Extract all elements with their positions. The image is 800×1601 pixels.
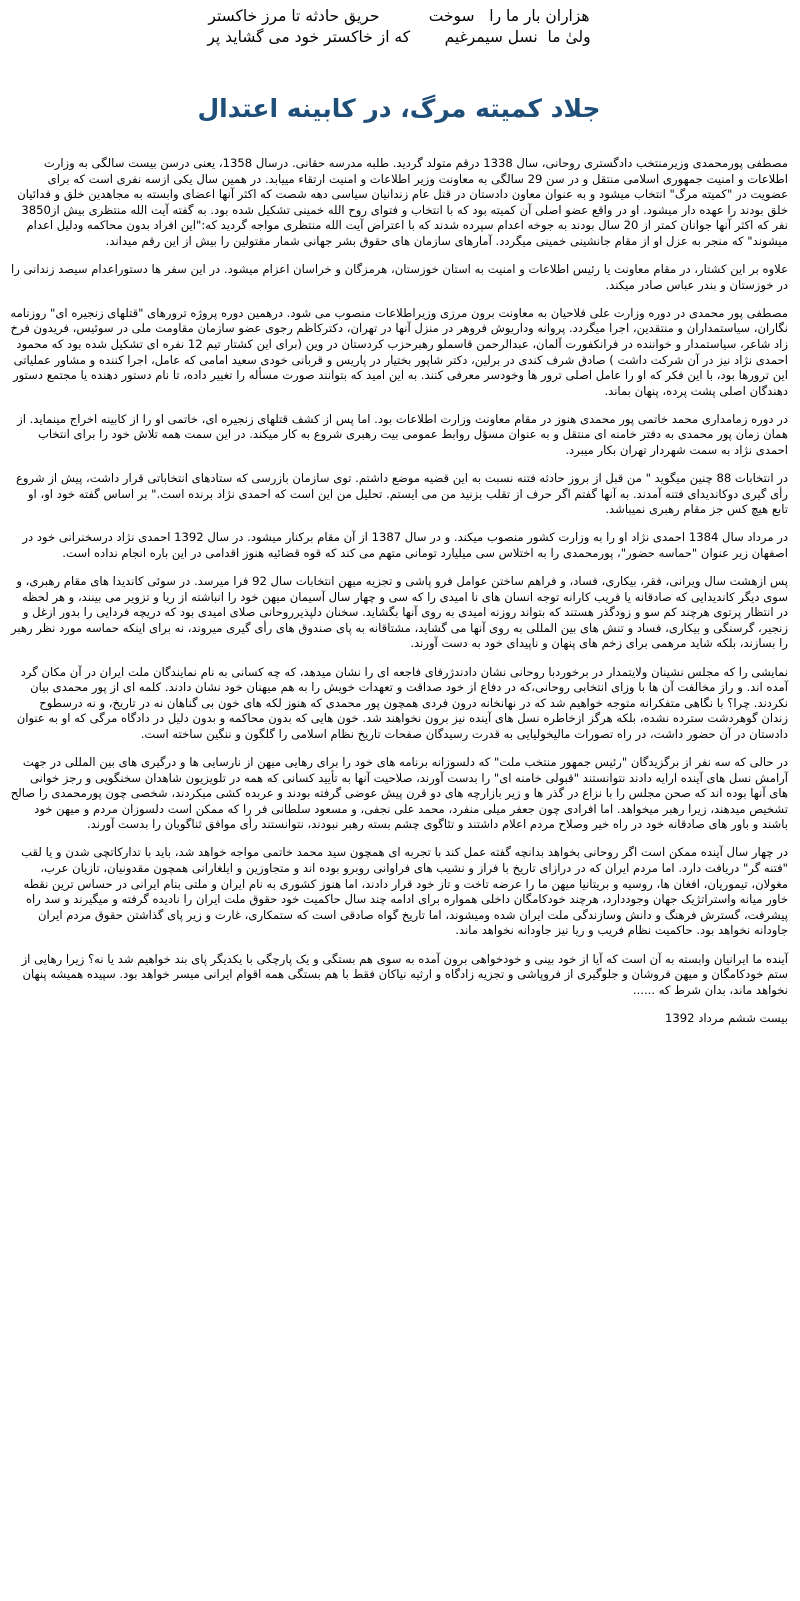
paragraph-6: در مرداد سال 1384 احمدی نژاد او را به وزارت کشور منصوب میکند. و در سال 1387 از آن مقام برکنار میشود. در سال 1392 احمدی نژاد درسخنرانی خود در اصفهان زیر عنوان "حماسه حضور"، پورمحمدی را به اختلاس سی میلیارد تومانی متهم می کند که قوه قضائیه هنوز اقدامی در این باره انجام نداده است.	[22, 530, 788, 560]
paragraph-2: علاوه بر این کشتار، در مقام معاونت یا رئیس اطلاعات و امنیت به استان خوزستان، هرمزگان و خراسان اعزام میشود. در این سفر ها دستوراعدام سیصد زندانی را در خوزستان و بندر عباس صادر میکند.	[10, 262, 788, 292]
paragraph-3: مصطفی پور محمدی در دوره وزارت علی فلاحیان به معاونت برون مرزی وزیراطلاعات منصوب می شود. درهمین دوره پروژه ترورهای "قتلهای زنجیره ای" روزنامه نگاران، سیاستمداران و منتقدین، اجرا میگردد. پروانه وداریوش فروهر در منزل آنها در تهران، دکترکاظم رجوی عضو سازمان مقاومت ملی در سوئیس، فریدون فرخ زاد شاعر، سیاستمدار و خواننده در فرانکفورت آلمان، عبدالرحمن قاسملو رهبرحزب کردستان در وین (برای این کشتار تیم 12 نفره ای تشکیل شده بود که محمود احمدی نژاد نیز در آن شرکت داشت ) صادق شرف کندی در برلین، دکتر شاپور بختیار در پاریس و قربانی خودی سعید امامی که عامل، اجرا کننده و مشاور عملیاتی این ترورها بود، با این فکر که او را عامل اصلی ترور ها وخودسر معرفی کنند. به این امید که بتوانند صورت مسأله را تغییر داده، تا نام دستور دهنده یا مجتمع دستور دهندگان اصلی پشت پرده، پنهان بماند.	[10, 305, 788, 398]
paragraph-1: مصطفی پورمحمدی وزیرمنتخب دادگستری روحانی، سال 1338 درقم متولد گردید. طلبه مدرسه حقانی. درسال 1358، یعنی درسن بیست سالگی به وزارت اطلاعات و امنیت جمهوری اسلامی منتقل و در سن 29 سالگی به معاونت وزیر اطلاعات و امنیت ارتقاء مییابد. در همین سال یکی ازسه نفری است که برای عضویت در "کمیته مرگ" انتخاب میشود و به عنوان معاون دادستان در قتل عام زندانیان سیاسی دهه شصت که اکثر آنها اعضای وابسته به مجاهدین خلق و فدائیان خلق بودند را عهده دار میشود. او در واقع عضو اصلی آن کمیته بود که با انتخاب و فتوای روح الله خمینی تشکیل شده بود. به گفته آیت الله منتظری بیش از3850 نفر که اکثر آنها جوانان کمتر از 20 سال بودند به جوخه اعدام سپرده شدند که با اعتراض آیت الله منتظری مواجه گردید که:"این افراد بدون محاکمه ودلیل اعدام میشوند" که منجر به عزل او از مقام جانشینی خمینی میگردد. آمارهای سازمان های حقوق بشر جهانی شمار مقتولین را بیش از این رقم میداند.	[17, 156, 788, 248]
paragraph-11: آینده ما ایرانیان وابسته به آن است که آیا از خود بینی و خودخواهی برون آمده به سوی هم بستگی و یک پارچگی با یکدیگر پای بند خواهیم شد یا نه؟ زیرا رهایی از ستم خودکامگان و میهن فروشان و جلوگیری از فروپاشی و تجزیه زادگاه و ارثیه نیاکان فقط با هم بستگی همه اقوام ایرانی میسر خواهد بود. سپیده همیشه پنهان نخواهد ماند، بدان شرط که ......	[21, 951, 788, 997]
paragraph-7: پس ازهشت سال ویرانی، فقر، بیکاری، فساد، و فراهم ساختن عوامل فرو پاشی و تجزیه میهن انتخابات سال 92 فرا میرسد. در سوئی کاندیدا های مقام رهبری، و سوی دیگر کاندیدایی که صادقانه یا فریب کارانه توجه انسان های نا امیدی را که سی و چهار سال آسیمان میهن خود را انباشته از ریا و تزویر می بینند، و هر لحظه در انتظار پرتوی هرچند کم سو و زودگذر هستند که بتواند روزنه امیدی به روی آنها بگشاید. سخنان دلپذیرروحانی صلای امیدی بود که دریچه فردایی را بدور ازغل و زنجیر، گرسنگی و بیکاری، فساد و تنش های بین المللی به روی آنها می گشاید، مشتاقانه به پای صندوق های رأی گیری میروند، نه برای اینکه حماسه مورد نظر رهبر را بسازند، بلکه شاید مرهمی برای زخم های پنهان و ناپیدای خود به دست آورند.	[10, 574, 788, 651]
article-page	[0, 6, 800, 1026]
paragraph-5: در انتخابات 88 چنین میگوید " من قبل از بروز حادثه فتنه نسبت به این قضیه موضع داشتم. توی سازمان بازرسی که ستادهای انتخاباتی قرار داشت، پیش از شروع رأی گیری دوکاندیدای فتنه آمدند. به آنها گفتم اگر حرف از تقلب بزنید من می ایستم. تحلیل من این است که احمدی نژاد برنده است." بر اساس گفته خود او، او تابع هیچ کس جز مقام رهبری نمیباشد.	[16, 471, 788, 517]
poem-line-2: ولیٰ ما نسل سیمرغیم که از خاکستر خود می گشاید پر	[207, 28, 591, 46]
article-title: جلاد کمیته مرگ، در کابینه اعتدال	[197, 94, 601, 123]
paragraph-9: در حالی که سه نفر از برگزیدگان "رئیس جمهور منتخب ملت" که دلسوزانه برنامه های خود را برای رهایی میهن از نارسایی ها و درگیری های بین المللی در جهت آرامش نسل های آینده ارایه دادند نتوانستند "قبولی خامنه ای" را بدست آورند، صلاحیت آنها به تأیید کسانی که همه در تلویزیون شاهدان سخنگویی و رجز خوانی های آنها بوده اند که صحن مجلس را با نزاع در گذر ها و زیر بازارچه های دو قرن پیش عوضی گرفته بودند و عربده کشی میکردند، شخصی چون پورمحمدی را صالح تشخیص میدهند، زیرا رهبر میخواهد. اما افرادی چون جعفر میلی منفرد، محمد علی نجفی، و مسعود سلطانی فر را که ممکن است دلسوزان مردم و میهن خود باشند و باور های صادقانه خود در راه خیر وصلاح مردم اعلام داشتند و تئاگوی چشم بسته رهبر نبودند، نتوانستند رأی موافق ثناگویان را بدست آورند.	[10, 755, 788, 832]
paragraph-4: در دوره زمامداری محمد خاتمی پور محمدی هنوز در مقام معاونت وزارت اطلاعات بود. اما پس از کشف قتلهای زنجیره ای، خاتمی او را از کابینه اخراج مینماید. از همان زمان پور محمدی به دفتر خامنه ای منتقل و به عنوان مسؤل روابط عمومی بیت رهبری شروع به کار میکند. در این سمت همه تلاش خود را برای انتخاب احمدی نژاد به سمت شهردار تهران بکار میبرد.	[17, 411, 788, 457]
article-body	[10, 156, 788, 998]
paragraph-10: در چهار سال آینده ممکن است اگر روحانی بخواهد بدانچه گفته عمل کند با تجربه ای همچون سید محمد خاتمی مواجه خواهد شد، باید با تدارکاتچی شدن و یا لقب "فتنه گر" دریافت دارد. اما مردم ایران که در درازای تاریخ با فراز و نشیب های فراوانی روبرو بوده اند و متجاوزین و ایلغارانی همچون مقدونیان، تازیان عرب، مغولان، تیموریان، افغان ها، روسیه و بریتانیا میهن ما را عرضه تاخت و تاز خود قرار دادند، اما هنوز کشوری به نام ایران و ملتی بنام ایرانی در حساس ترین نقطه خاور میانه واستراتژیک جهان وجوددارد، هرچند خودکامگان داخلی همواره برای ادامه چند سال حاکمیت خود حقوق ملت ایران را نادیده گرفته و میگیرند و سد راه پیشرفت، گسترش فرهنگ و دانش وسازندگی ملت ایران شده ومیشوند، اما تاریخ گواه صادقی است که ستمکاری، غارت و زیر پای گذاشتن حقوق مردم ایران جاودانه نخواهد بود. حاکمیت نظام فریب و ریا نیز جاودانه نخواهد ماند.	[21, 845, 788, 938]
poem-line-1: هزاران بار ما را سوخت حریق حادثه تا مرز خاکستر	[208, 7, 590, 25]
paragraph-8: نمایشی را که مجلس نشینان ولایتمدار در برخوردبا روحانی نشان دادندژرفای فاجعه ای را نشان میدهد، که چه کسانی به نام نمایندگان ملت ایران در آن مکان گرد آمده اند. و راز مخالفت آن ها با وزای انتخابی روحانی،که در دفاع از خود صداقت و تعهدات خویش را به هم میهنان خود نشان دادند. کلمه ای از پور محمدی بیان نکردند. چرا؟ با نگاهی متفکرانه متوجه خواهیم شد که در نهانخانه درون فردی همچون پور محمدی که هنوز لکه های خون بی گناهان نه در تاریخ، و نه درسطوح زندان گوهردشت سترده نشده، بلکه هرگز ازخاطره نسل های آینده نیز برون نخواهند شد. خون هایی که بدون محاکمه و بدون دلیل در دادگاه مرگی که او به عنوان دادستان در آن حضور داشت، در راه تصورات مالیخولیایی به قدرت رسیدگان صفحات تاریخ نظام اسلامی را گلگون و ننگین ساخته است.	[16, 664, 788, 741]
poem-header	[10, 6, 788, 48]
article-date: بیست ششم مرداد 1392	[665, 1010, 788, 1025]
